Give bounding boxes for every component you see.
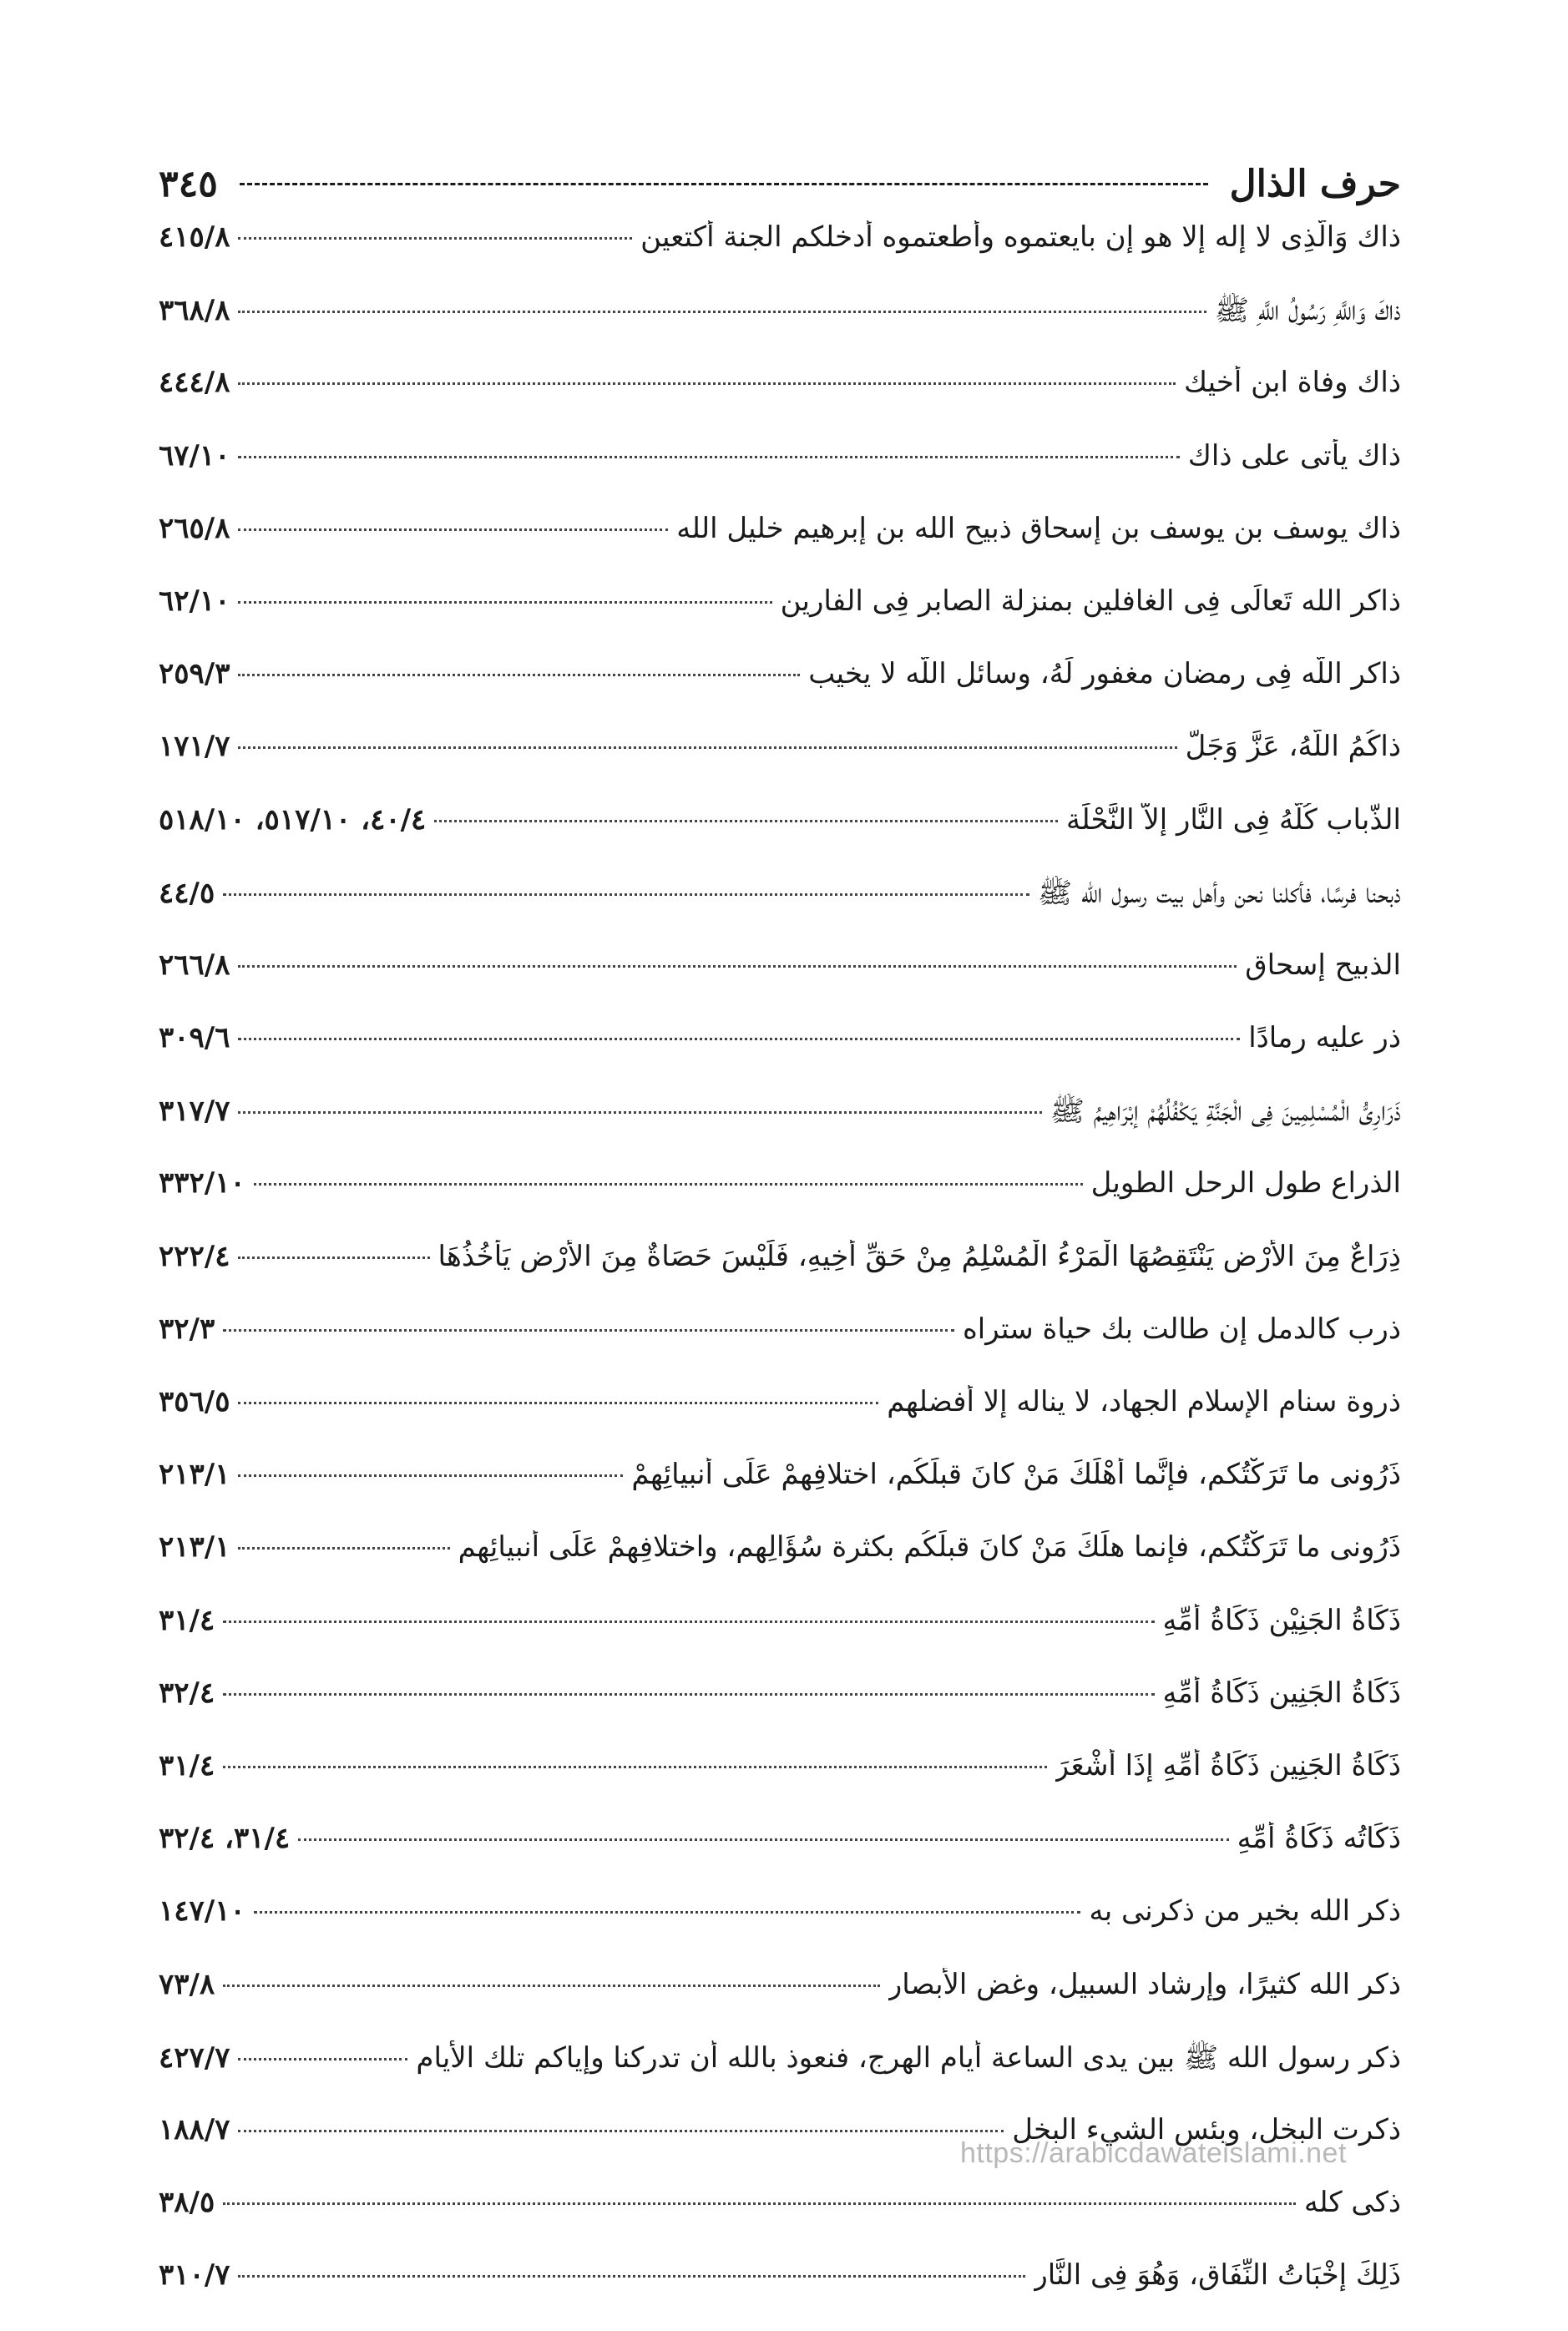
index-entry (159, 1822, 1401, 1894)
entry-text: ذَكَاةُ الجَنِينِ ذَكَاةُ أُمِّهِ إذَا أشْعَرَ (1055, 1748, 1401, 1782)
entry-reference: ٤٠/٤، ٥١٧/١٠، ٥١٨/١٠ (159, 802, 427, 837)
index-entry (159, 512, 1401, 584)
entry-reference: ٢٥٩/٣ (159, 657, 230, 691)
entry-reference: ٣١٧/٧ (159, 1095, 230, 1129)
entry-reference: ٣١/٤، ٣٢/٤ (159, 1822, 291, 1856)
entry-text: الذُّباب كُلُّهُ فِى النَّارِ إلاَّ النَّحْلَة (1066, 802, 1401, 837)
entry-reference: ٣٥٦/٥ (159, 1385, 230, 1418)
entry-text: ذاكَ وَاللَّهِ رَسُولُ اللَّهِ ﷺ (1214, 294, 1401, 328)
entry-text: ذَكَاةُ الجَنِيْنِ ذَكَاةُ أُمِّهِ (1162, 1603, 1401, 1637)
entry-reference: ٣٢/٤ (159, 1676, 215, 1710)
leader-dots (434, 820, 1058, 822)
leader-dots (238, 1474, 623, 1477)
entry-text: ذِرَاعٌ مِنَ الأرْضِ يَنْتَقِصُهَا الْمَرْءُ الْمُسْلِمُ مِنْ حَقِّ أخِيهِ، فَلَيْسَ حَصَاةٌ مِنَ الأرْضِ يَأخُذُهَا (438, 1239, 1401, 1273)
entry-text: ذكر الله بخير من ذكرنى به (1089, 1894, 1401, 1929)
index-entry (159, 1094, 1401, 1166)
index-entry (159, 1676, 1401, 1749)
entry-text: الذبيح إسحاق (1245, 948, 1401, 982)
leader-dots (238, 528, 668, 531)
index-entry (159, 730, 1401, 802)
index-entry (159, 2258, 1401, 2331)
index-entries (159, 220, 1401, 2331)
entry-reference: ٣٢/٣ (159, 1312, 215, 1346)
entry-reference: ٤٤٤/٨ (159, 366, 230, 400)
entry-text: ذاكُمُ اللَّهُ، عَزَّ وَجَلَّ (1185, 730, 1401, 764)
leader-dots (223, 1621, 1154, 1623)
entry-reference: ٧٣/٨ (159, 1967, 215, 2001)
index-entry (159, 1894, 1401, 1967)
index-entry (159, 220, 1401, 293)
index-entry (159, 1166, 1401, 1239)
entry-reference: ٤٤/٥ (159, 876, 215, 910)
entry-text: ذكرت البخل، وبئس الشيء البخل (1012, 2112, 1401, 2146)
leader-dots (238, 674, 800, 676)
entry-text: ذرب كالدمل إن طالت بك حياة ستراه (962, 1312, 1401, 1346)
entry-reference: ٢١٣/١ (159, 1458, 230, 1492)
index-entry (159, 948, 1401, 1021)
entry-text: ذاك يوسف بن يوسف بن إسحاق ذبيح الله بن إبرهيم خليل الله (676, 511, 1401, 545)
index-entry (159, 1968, 1401, 2040)
entry-reference: ٢٦٥/٨ (159, 511, 230, 545)
index-page (159, 150, 1401, 2331)
leader-dots (254, 1183, 1083, 1186)
leader-dots (254, 1911, 1081, 1914)
entry-reference: ٣٦٨/٨ (159, 294, 230, 328)
entry-reference: ٣٨/٥ (159, 2186, 215, 2220)
entry-reference: ٣١/٤ (159, 1603, 215, 1637)
entry-text: ذكر رسول الله ﷺ بين يدى الساعة أيام الهرج، فنعوذ بالله أن تدركنا وإياكم تلك الأيام (416, 2040, 1401, 2075)
entry-text: ذَرُونى ما تَرَكْتُكم، فإنَّما أهْلَكَ مَنْ كانَ قبلَكُم، اختلافِهِمْ عَلَى أنبيائِهِمْ (631, 1458, 1401, 1492)
entry-text: ذكر الله كثيرًا، وإرشاد السبيل، وغض الأبصار (888, 1967, 1401, 2001)
index-entry (159, 1458, 1401, 1530)
entry-reference: ٢٦٦/٨ (159, 948, 230, 982)
index-entry (159, 584, 1401, 657)
entry-reference: ١٤٧/١٠ (159, 1894, 245, 1929)
entry-reference: ٦٢/١٠ (159, 584, 230, 618)
leader-dots (238, 237, 632, 240)
leader-dots (238, 311, 1206, 313)
index-entry (159, 1312, 1401, 1385)
index-entry (159, 1530, 1401, 1603)
entry-reference: ١٨٨/٧ (159, 2112, 230, 2146)
entry-text: ذَكَاةُ الجَنِينِ ذَكَاةُ أُمِّهِ (1162, 1676, 1401, 1710)
entry-text: ذاك يأتى على ذاك (1187, 438, 1401, 473)
leader-dots (298, 1838, 1228, 1841)
entry-text: ذاكر الله تَعالَى فِى الغافلين بمنزلة الصابر فِى الفارين (780, 584, 1401, 618)
entry-reference: ٢٢٢/٤ (159, 1239, 230, 1273)
index-entry (159, 1240, 1401, 1312)
entry-reference: ٤٢٧/٧ (159, 2040, 230, 2075)
entry-text: ذبحنا فرسًا، فأكلنا نحن وأهل بيت رسول الله ﷺ (1037, 876, 1401, 910)
entry-text: ذر عليه رمادًا (1248, 1021, 1401, 1055)
leader-dots (238, 1038, 1240, 1040)
entry-text: ذروة سنام الإسلام الجهاد، لا يناله إلا أفضلهم (887, 1385, 1401, 1418)
entry-reference: ٣١/٤ (159, 1748, 215, 1782)
entry-text: ذاك وفاة ابن أخيك (1183, 366, 1401, 400)
leader-dots (223, 893, 1029, 896)
entry-text: ذاك وَالَّذِى لا إله إلا هو إن بايعتموه وأطعتموه أدخلكم الجنة أكتعين (640, 220, 1401, 254)
index-entry (159, 2040, 1401, 2113)
leader-dots (223, 1766, 1047, 1768)
index-entry (159, 1604, 1401, 1676)
entry-reference: ٢١٣/١ (159, 1530, 230, 1565)
leader-dots (238, 601, 771, 604)
index-entry (159, 293, 1401, 366)
leader-dots (238, 1547, 449, 1550)
index-entry (159, 803, 1401, 876)
entry-reference: ٣٠٩/٦ (159, 1021, 230, 1055)
section-title: حرف الذال (1229, 162, 1401, 205)
entry-reference: ٤١٥/٨ (159, 220, 230, 254)
entry-reference: ٣١٠/٧ (159, 2258, 230, 2293)
index-entry (159, 876, 1401, 948)
leader-dots (238, 382, 1175, 385)
index-entry (159, 2186, 1401, 2258)
entry-text: الذراع طول الرحل الطويل (1090, 1166, 1401, 1201)
entry-text: ذَكَاتُه ذَكَاةُ أُمِّهِ (1237, 1822, 1401, 1856)
entry-reference: ٦٧/١٠ (159, 438, 230, 473)
leader-dots (238, 746, 1176, 749)
header-rule (240, 183, 1208, 185)
entry-reference: ١٧١/٧ (159, 730, 230, 764)
entry-text: ذَرُونى ما تَرَكْتُكم، فإنما هلَكَ مَنْ كانَ قبلَكُم بكثرة سُؤَالِهِم، واختلافِهِمْ عَلَى أنبيائِهِم (458, 1530, 1401, 1565)
leader-dots (238, 2130, 1004, 2132)
entry-reference: ٣٣٢/١٠ (159, 1166, 245, 1201)
leader-dots (223, 1985, 880, 1987)
leader-dots (238, 456, 1179, 458)
index-entry (159, 1749, 1401, 1822)
entry-text: ذكى كله (1303, 2186, 1401, 2220)
index-entry (159, 439, 1401, 512)
index-entry (159, 1021, 1401, 1094)
watermark: https://arabicdawateislami.net (960, 2137, 1347, 2169)
index-entry (159, 657, 1401, 730)
entry-text: ذَلِكَ إخْبَاتُ النِّفَاق، وَهُوَ فِى النَّار (1034, 2258, 1401, 2293)
leader-dots (238, 1402, 878, 1404)
leader-dots (223, 1693, 1154, 1696)
leader-dots (238, 965, 1237, 968)
leader-dots (223, 2202, 1296, 2205)
page-header (159, 150, 1401, 217)
leader-dots (223, 1329, 954, 1332)
leader-dots (238, 2058, 407, 2060)
entry-text: ذاكر اللَّه فِى رمضان مغفور لَهُ، وسائل اللَّه لا يخيب (808, 657, 1401, 691)
entry-text: ذَرَارِىُّ الْمُسْلِمِينَ فِى الْجَنَّةِ يَكْفُلُهُمْ إبْرَاهِيمُ ﷺ (1050, 1095, 1401, 1129)
index-entry (159, 1385, 1401, 1458)
page-number: ٣٤٥ (159, 162, 218, 205)
leader-dots (238, 1111, 1041, 1114)
leader-dots (238, 1257, 429, 1259)
index-entry (159, 366, 1401, 438)
